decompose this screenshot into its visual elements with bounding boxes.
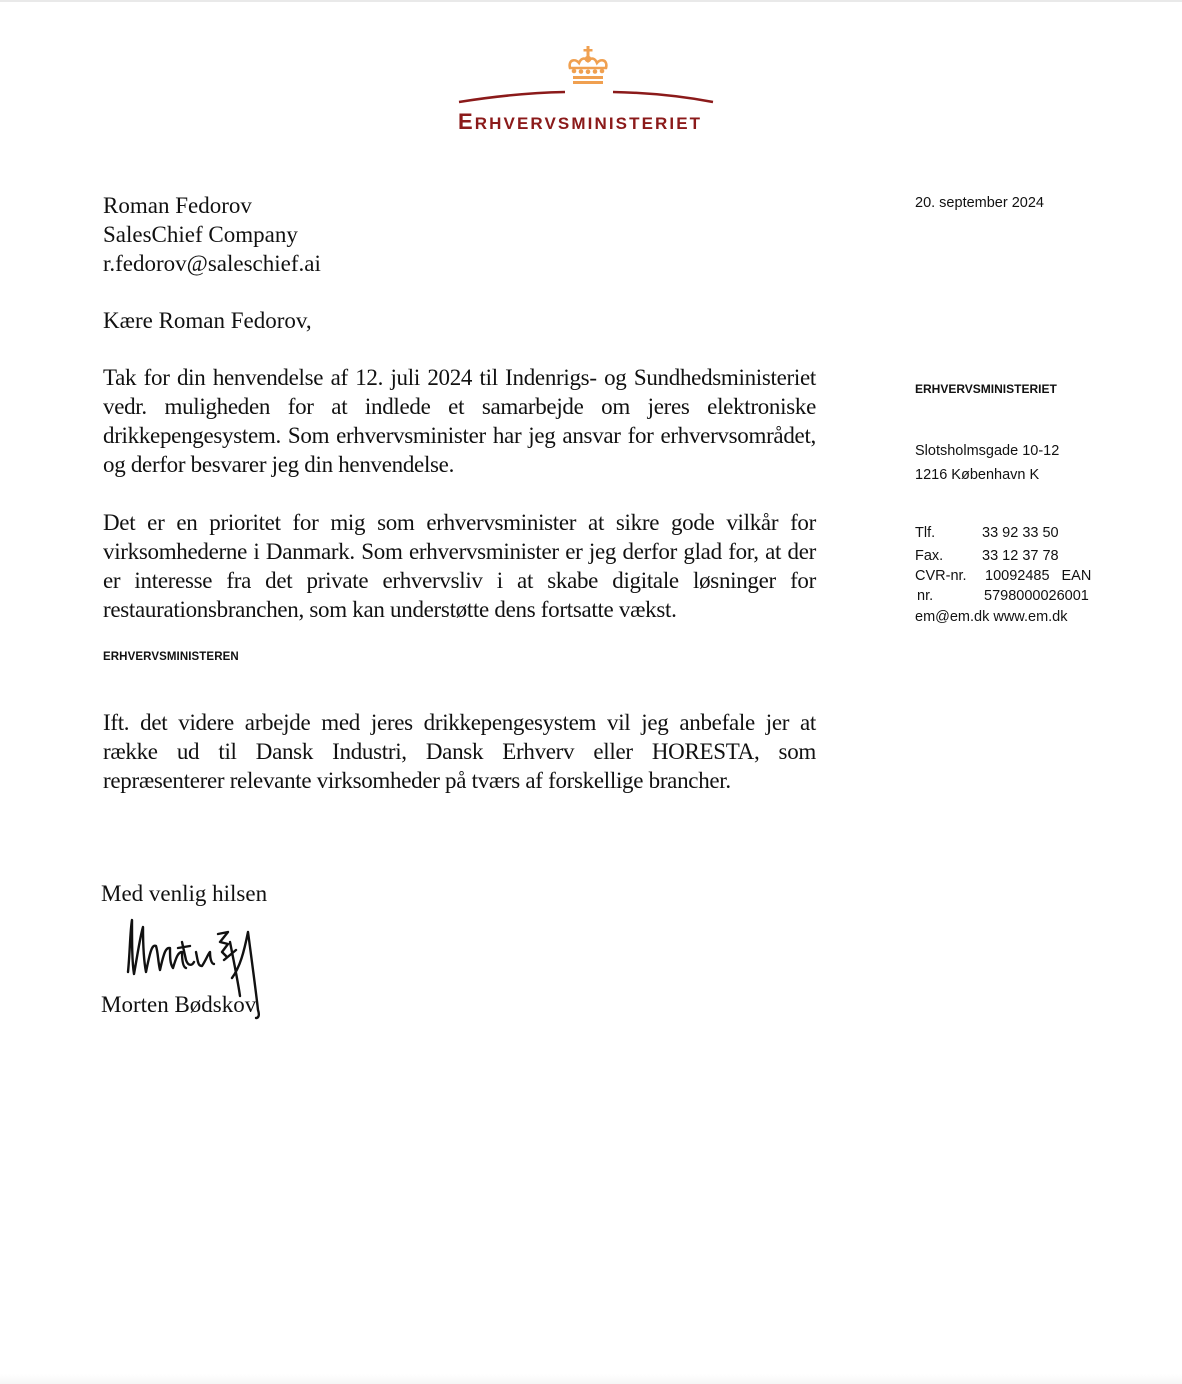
- cvr-value: 10092485: [985, 568, 1050, 584]
- fax-row: [915, 545, 1115, 568]
- closing-greeting: Med venlig hilsen: [101, 881, 268, 906]
- crown-icon: [565, 46, 611, 86]
- ministry-logo: [455, 44, 720, 136]
- fax-value: 33 12 37 78: [982, 548, 1059, 564]
- fax-label: Fax.: [915, 548, 944, 564]
- recipient-block: [103, 191, 321, 278]
- signer-name: Morten Bødskov: [101, 992, 257, 1017]
- logo-arc: [455, 82, 720, 106]
- ean-label: EAN: [1061, 568, 1092, 584]
- recipient-name: Roman Fedorov: [103, 193, 252, 218]
- website-link[interactable]: www.em.dk: [993, 609, 1068, 625]
- phone-value: 33 92 33 50: [982, 525, 1059, 541]
- ean-label-nr: nr.: [917, 588, 934, 604]
- recipient-email: r.fedorov@saleschief.ai: [103, 251, 321, 276]
- body-paragraph-3: Ift. det videre arbejde med jeres drikkepengesystem vil jeg anbefale jer at række ud til Dansk Industri, Dansk Erhverv eller HORESTA, som repræsenterer relevante virksomheder på tværs af forskellige brancher.: [103, 710, 816, 793]
- letter-date: 20. september 2024: [915, 195, 1044, 211]
- body-paragraph-1: Tak for din henvendelse af 12. juli 2024 til Indenrigs- og Sundhedsministeriet vedr. muligheden for at indlede et samarbejde om jeres elektroniske drikkepengesystem. Som erhvervsminister har jeg ansvar for erhvervsområdet, og derfor besvarer jeg din henvendelse.: [103, 365, 816, 477]
- ean-value: 5798000026001: [984, 588, 1089, 604]
- page-top-edge: [0, 0, 1182, 2]
- phone-row: [915, 522, 1115, 545]
- ministry-wordmark: [458, 109, 720, 135]
- ean-row: [915, 588, 1115, 604]
- phone-label: Tlf.: [915, 525, 936, 541]
- address-city: 1216 København K: [915, 466, 1040, 483]
- sidebar-contact: [915, 522, 1115, 630]
- sidebar-address: [915, 440, 1059, 487]
- wordmark-initial: E: [458, 109, 475, 134]
- section-label: ERHVERVSMINISTEREN: [103, 651, 239, 663]
- cvr-row: [915, 568, 1115, 584]
- email-link[interactable]: em@em.dk: [915, 609, 990, 625]
- recipient-company: SalesChief Company: [103, 222, 298, 247]
- body-paragraph-2: Det er en prioritet for mig som erhvervsminister at sikre gode vilkår for virksomhederne i Danmark. Som erhvervsminister er jeg derfor glad for, at der er interesse fra det private erhvervsliv i at skabe digitale løsninger for restaurationsbranchen, som kan understøtte dens fortsatte vækst.: [103, 510, 816, 622]
- address-street: Slotsholmsgade 10-12: [915, 443, 1060, 459]
- cvr-label: CVR-nr.: [915, 568, 967, 584]
- web-row: [915, 604, 1115, 630]
- sidebar-org-name: ERHVERVSMINISTERIET: [915, 382, 1057, 396]
- salutation: Kære Roman Fedorov,: [103, 308, 312, 333]
- wordmark-rest: RHVERVSMINISTERIET: [474, 114, 703, 133]
- page-bottom-edge: [0, 1374, 1182, 1384]
